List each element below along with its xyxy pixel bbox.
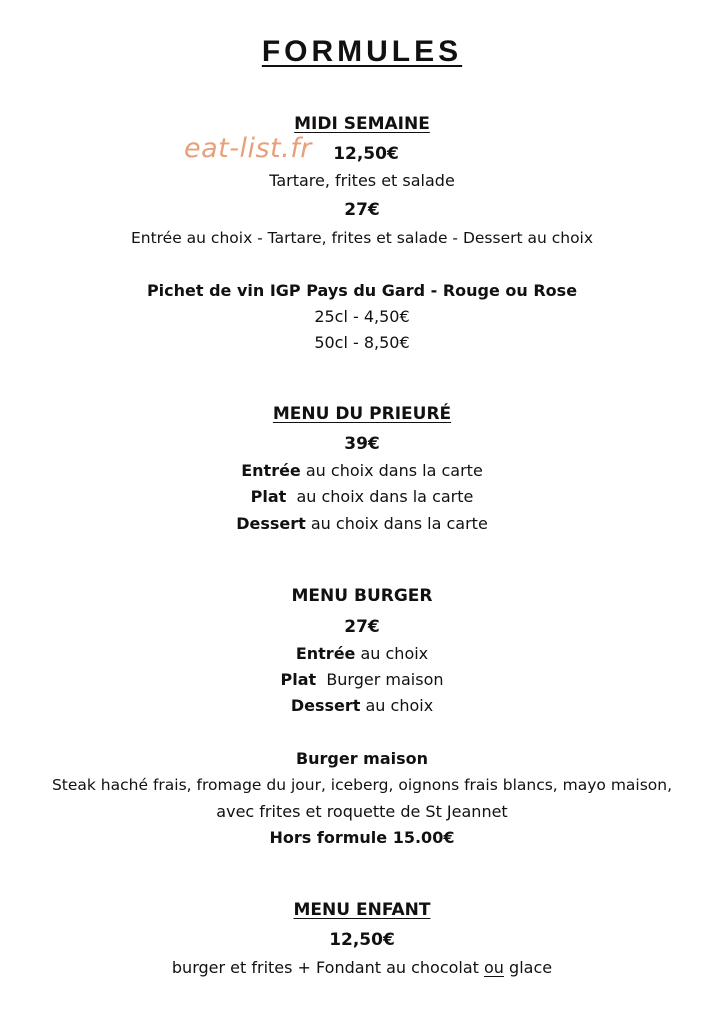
enfant-desc-b: glace bbox=[503, 958, 553, 977]
burger-price: 27€ bbox=[344, 617, 380, 637]
burger-maison-desc-2: avec frites et roquette de St Jeannet bbox=[216, 802, 508, 821]
prieure-line-label: Dessert bbox=[236, 514, 306, 533]
midi-price-2: 27€ bbox=[344, 200, 380, 220]
prieure-line-text: au choix dans la carte bbox=[300, 461, 483, 480]
wine-25cl: 25cl - 4,50€ bbox=[314, 307, 410, 326]
enfant-heading: MENU ENFANT bbox=[293, 900, 431, 920]
midi-desc-2: Entrée au choix - Tartare, frites et salade - Dessert au choix bbox=[130, 229, 594, 247]
burger-heading: MENU BURGER bbox=[291, 586, 433, 606]
burger-line-label: Plat bbox=[280, 670, 317, 689]
burger-maison-heading: Burger maison bbox=[295, 749, 429, 768]
burger-line-text: Burger maison bbox=[316, 670, 444, 689]
burger-line-dessert bbox=[0, 696, 724, 716]
prieure-price: 39€ bbox=[344, 434, 380, 454]
enfant-price: 12,50€ bbox=[329, 930, 395, 950]
hors-formule-price: Hors formule 15.00€ bbox=[269, 828, 455, 847]
wine-heading: Pichet de vin IGP Pays du Gard - Rouge ou Rose bbox=[146, 281, 578, 300]
prieure-line-label: Entrée bbox=[241, 461, 301, 480]
prieure-line-text: au choix dans la carte bbox=[305, 514, 488, 533]
midi-desc-1: Tartare, frites et salade bbox=[269, 171, 455, 190]
burger-line-text: au choix bbox=[360, 696, 434, 715]
wine-50cl: 50cl - 8,50€ bbox=[314, 333, 410, 352]
prieure-line-label: Plat bbox=[250, 487, 287, 506]
burger-line-label: Dessert bbox=[290, 696, 361, 715]
enfant-desc bbox=[0, 958, 724, 978]
midi-price-1: 12,50€ bbox=[333, 144, 399, 164]
page-title: FORMULES bbox=[261, 35, 463, 68]
burger-line-text: au choix bbox=[355, 644, 429, 663]
prieure-heading: MENU DU PRIEURÉ bbox=[272, 404, 452, 424]
burger-line-label: Entrée bbox=[295, 644, 356, 663]
prieure-line-text: au choix dans la carte bbox=[286, 487, 474, 506]
prieure-line-entree bbox=[0, 461, 724, 481]
burger-line-entree bbox=[0, 644, 724, 664]
burger-line-plat bbox=[0, 670, 724, 690]
midi-semaine-heading: MIDI SEMAINE bbox=[294, 114, 430, 134]
burger-maison-desc-1: Steak haché frais, fromage du jour, iceberg, oignons frais blancs, mayo maison, bbox=[51, 776, 673, 794]
enfant-desc-ou: ou bbox=[484, 958, 504, 977]
enfant-desc-a: burger et frites + Fondant au chocolat bbox=[171, 958, 485, 977]
prieure-line-plat bbox=[0, 487, 724, 507]
prieure-line-dessert bbox=[0, 514, 724, 534]
watermark-logo: eat-list.fr bbox=[184, 133, 312, 164]
